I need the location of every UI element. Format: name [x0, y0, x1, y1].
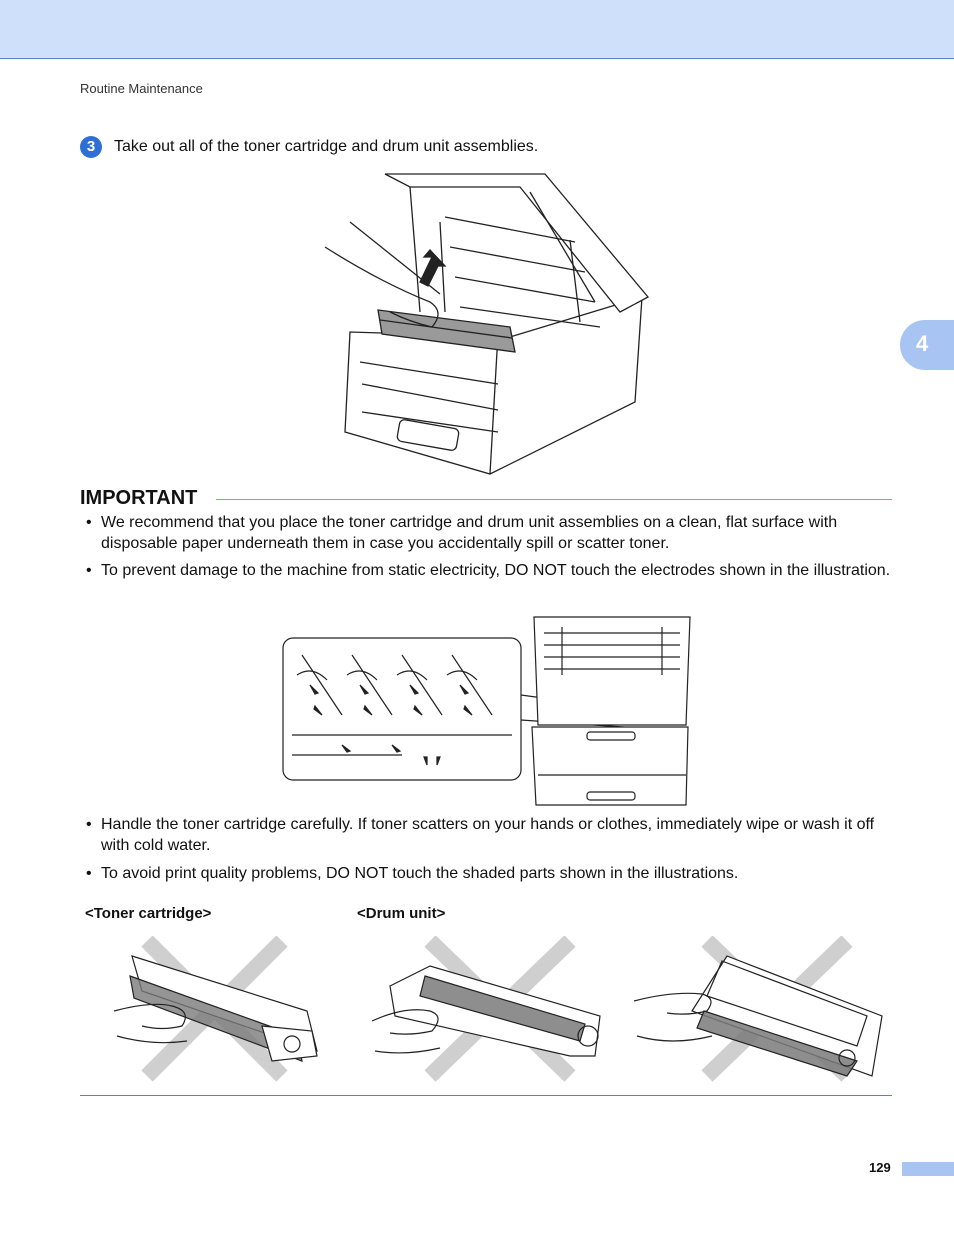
bullet-text: To prevent damage to the machine from static electricity, DO NOT touch the electrodes shown in the illustration. — [101, 562, 891, 579]
step-instruction: Take out all of the toner cartridge and drum unit assemblies. — [114, 138, 539, 155]
toner-cartridge-caption: <Toner cartridge> — [85, 905, 212, 922]
section-bottom-rule — [80, 1095, 892, 1096]
bullet-glyph: • — [86, 865, 92, 882]
drum-unit-caption: <Drum unit> — [357, 905, 446, 922]
drum-unit-do-not-touch-illustration-1 — [370, 936, 605, 1086]
section-label: Routine Maintenance — [80, 81, 203, 96]
page-number-tab — [902, 1162, 954, 1176]
bullet-glyph: • — [86, 514, 92, 531]
chapter-tab[interactable] — [900, 320, 954, 370]
header-band — [0, 0, 954, 59]
electrodes-illustration — [282, 615, 692, 810]
bullet-text: Handle the toner cartridge carefully. If toner scatters on your hands or clothes, immediately wipe or wash it off with cold water. — [101, 816, 875, 854]
important-divider — [216, 499, 892, 500]
bullet-text: We recommend that you place the toner cartridge and drum unit assemblies on a clean, flat surface with disposable paper underneath them in case you accidentally spill or scatter toner. — [101, 514, 838, 552]
bullet-glyph: • — [86, 816, 92, 833]
page-number: 129 — [869, 1160, 891, 1175]
chapter-number: 4 — [916, 331, 929, 356]
bullet-text: To avoid print quality problems, DO NOT touch the shaded parts shown in the illustrations. — [101, 865, 739, 882]
bullet-glyph: • — [86, 562, 92, 579]
drum-unit-do-not-touch-illustration-2 — [632, 936, 887, 1086]
step-number-badge: 3 — [80, 136, 102, 158]
important-heading: IMPORTANT — [80, 487, 198, 509]
printer-open-cover-illustration — [320, 162, 655, 477]
toner-cartridge-do-not-touch-illustration — [112, 936, 322, 1086]
